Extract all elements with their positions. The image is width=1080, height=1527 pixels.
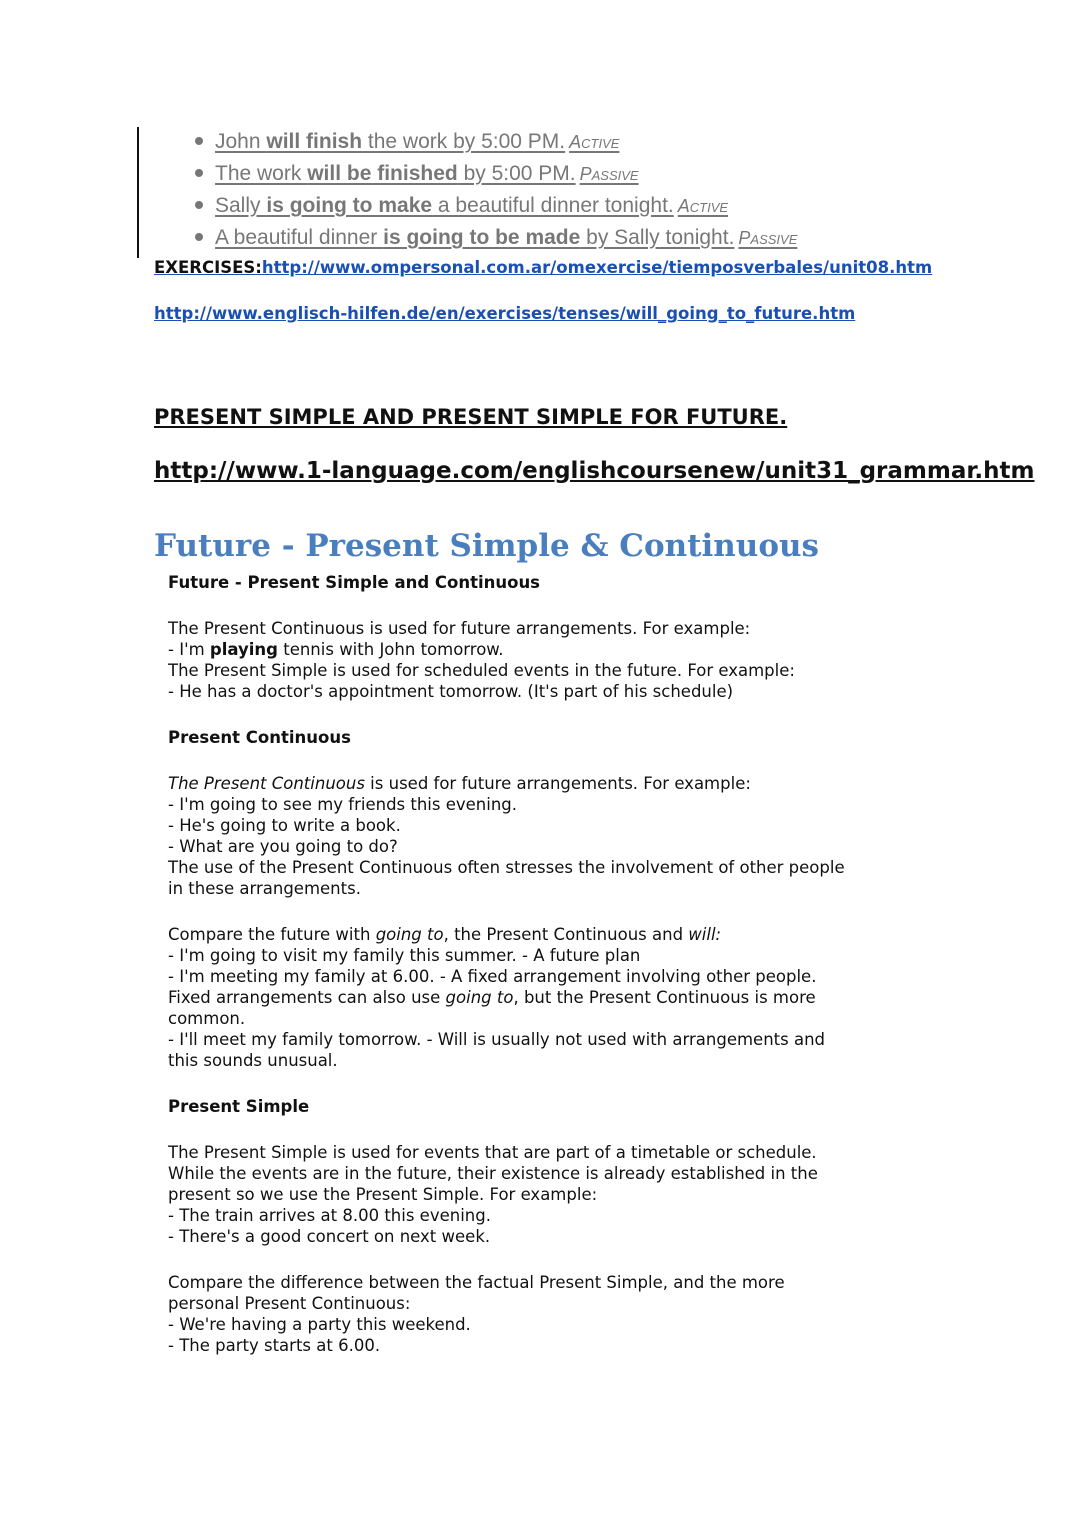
exercises-url[interactable]: http://www.ompersonal.com.ar/omexercise/tiemposverbales/unit08.htm [261,258,933,277]
body-line [168,639,868,660]
body-line: - I'm going to see my friends this evening. [168,795,518,814]
body-line: in these arrangements. [168,879,361,898]
exercises-link-1[interactable] [154,258,932,277]
spacer [168,702,868,727]
emphasis-run: will: [688,925,722,944]
body-line: personal Present Continuous: [168,1294,411,1313]
text-run: Compare the future with [168,925,376,944]
body-line: - We're having a party this weekend. [168,1315,471,1334]
body-line: - He has a doctor's appointment tomorrow. (It's part of his schedule) [168,682,734,701]
body-line: - I'll meet my family tomorrow. - Will is usually not used with arrangements and [168,1030,826,1049]
spacer [168,1117,868,1142]
example-verb: is going to make [266,194,433,217]
emphasis-run: going to [375,925,444,944]
body-line [168,773,868,794]
body-line: - I'm meeting my family at 6.00. - A fixed arrangement involving other people. [168,967,817,986]
body-line: Compare the difference between the factual Present Simple, and the more [168,1273,785,1292]
emphasis-run: The Present Continuous [168,774,365,793]
text-run: - I'm [168,640,210,659]
margin-change-bar [137,127,139,258]
body-line: - There's a good concert on next week. [168,1227,491,1246]
subheading: Future - Present Simple and Continuous [168,573,541,592]
emphasis-run: playing [209,640,278,659]
body-line: - He's going to write a book. [168,816,401,835]
spacer [168,748,868,773]
bullet-icon [195,201,203,209]
body-line: this sounds unusual. [168,1051,338,1070]
list-item [190,190,797,222]
exercises-link-2[interactable]: http://www.englisch-hilfen.de/en/exercises/tenses/will_going_to_future.htm [154,304,856,323]
example-text: John [215,130,267,153]
article-body [168,572,868,1356]
body-line [168,924,868,945]
text-run: , but the Present Continuous is more [513,988,816,1007]
text-run: , the Present Continuous and [443,925,689,944]
example-text: The work [215,162,308,185]
bullet-icon [195,169,203,177]
voice-tag: Passive [738,228,798,248]
text-run: tennis with John tomorrow. [277,640,504,659]
body-line: The use of the Present Continuous often stresses the involvement of other people [168,858,845,877]
bullet-icon [195,137,203,145]
body-line: The Present Simple is used for scheduled events in the future. For example: [168,661,795,680]
spacer [168,1071,868,1096]
body-line [168,987,868,1008]
page-heading: Future - Present Simple & Continuous [154,528,820,564]
body-line: - What are you going to do? [168,837,398,856]
exercises-label: EXERCISES: [154,258,262,277]
example-text: Sally [215,194,267,217]
body-line: present so we use the Present Simple. For example: [168,1185,598,1204]
voice-tag: Active [569,132,620,152]
bullet-icon [195,233,203,241]
body-line: common. [168,1009,246,1028]
example-text: A beautiful dinner [215,226,384,249]
example-verb: will be finished [307,162,458,185]
text-run: Fixed arrangements can also use [168,988,446,1007]
example-list [190,126,797,254]
voice-tag: Active [677,196,729,216]
body-line: The Present Continuous is used for future arrangements. For example: [168,619,751,638]
body-line: While the events are in the future, their existence is already established in the [168,1164,818,1183]
example-text: by Sally tonight. [580,226,735,249]
grammar-link[interactable]: http://www.1-language.com/englishcoursenew/unit31_grammar.htm [154,458,1035,484]
emphasis-run: going to [445,988,514,1007]
text-run: is used for future arrangements. For example: [364,774,751,793]
example-verb: will finish [266,130,363,153]
example-text: the work by 5:00 PM. [362,130,566,153]
example-text: a beautiful dinner tonight. [432,194,674,217]
spacer [168,1247,868,1272]
body-line: The Present Simple is used for events that are part of a timetable or schedule. [168,1143,817,1162]
example-verb: is going to be made [383,226,581,249]
body-line: - The party starts at 6.00. [168,1336,381,1355]
subheading: Present Continuous [168,728,351,747]
body-line: - The train arrives at 8.00 this evening. [168,1206,491,1225]
example-text: by 5:00 PM. [457,162,576,185]
list-item [190,158,797,190]
body-line: - I'm going to visit my family this summer. - A future plan [168,946,641,965]
voice-tag: Passive [579,164,639,184]
list-item [190,126,797,158]
spacer [168,593,868,618]
section-title: PRESENT SIMPLE AND PRESENT SIMPLE FOR FUTURE. [154,405,788,429]
list-item [190,222,797,254]
spacer [168,899,868,924]
subheading: Present Simple [168,1097,310,1116]
